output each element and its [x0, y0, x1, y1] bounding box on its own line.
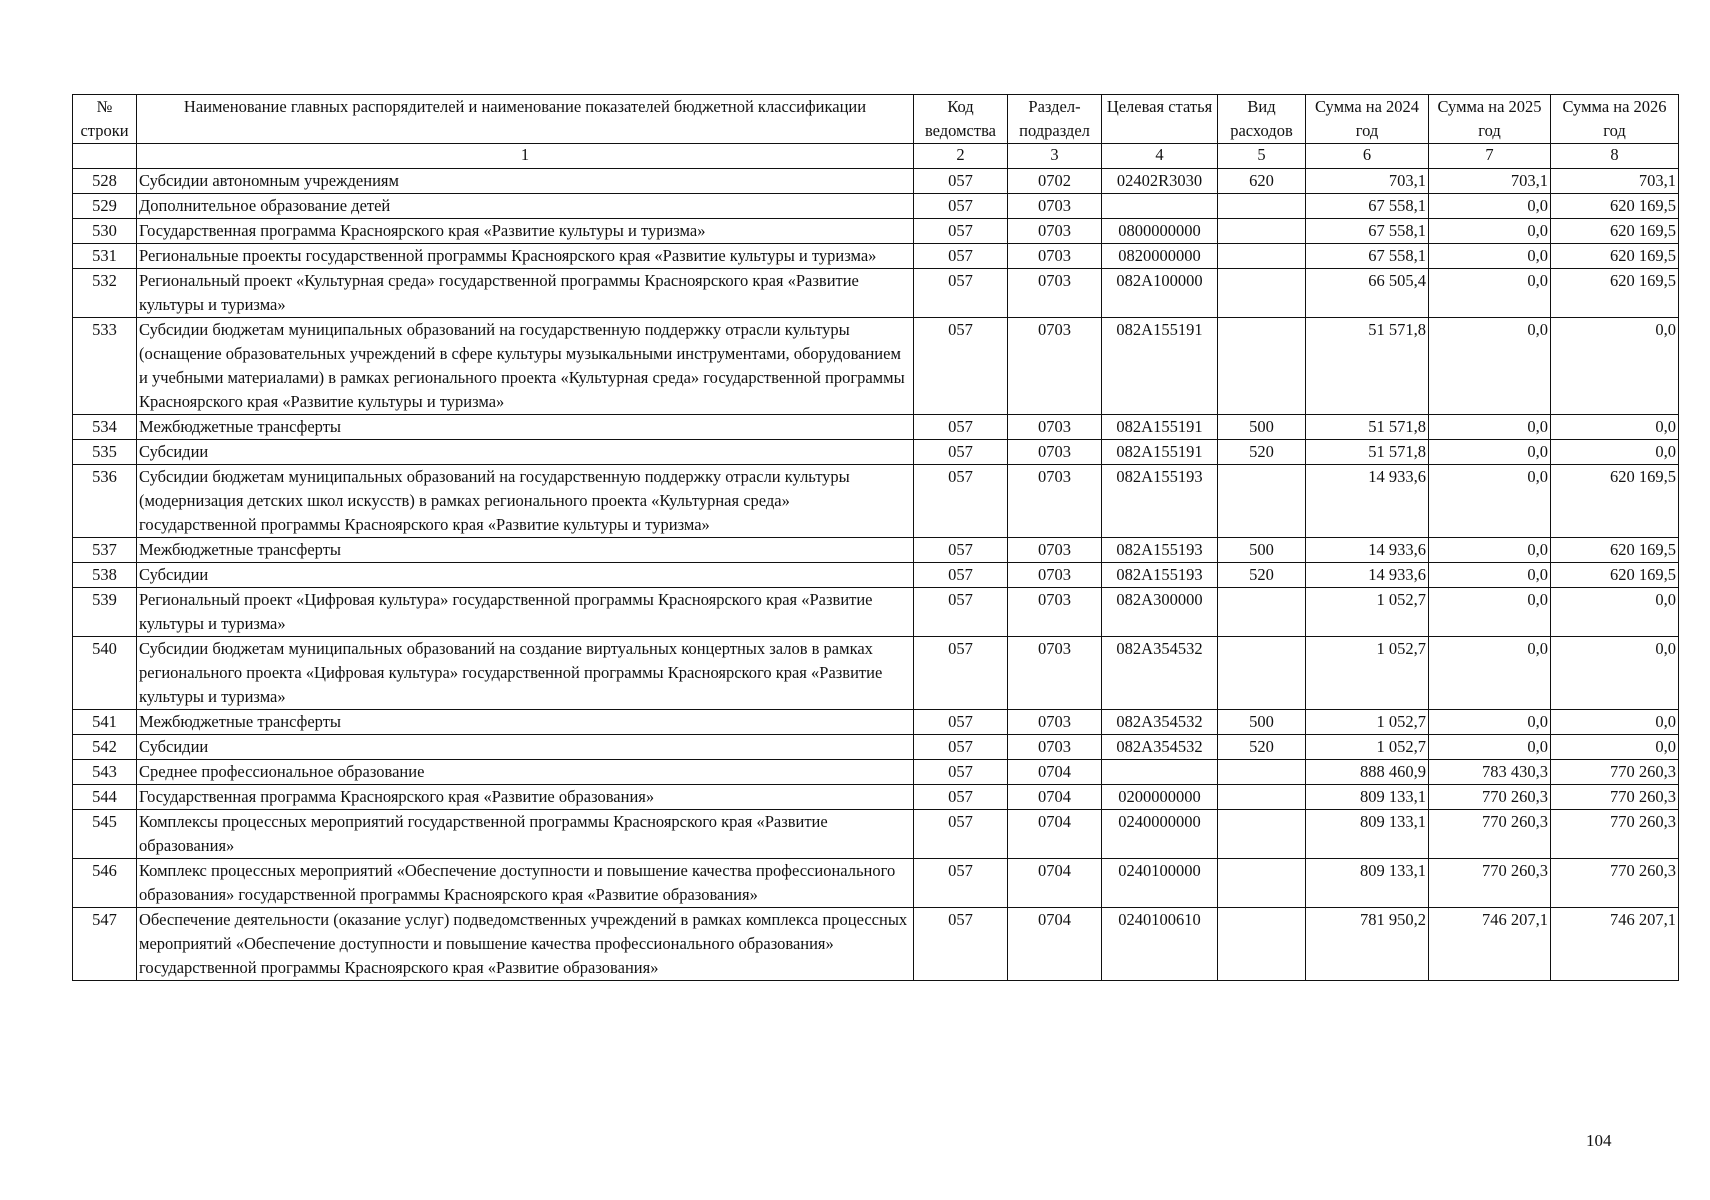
header-target: Целевая статья — [1102, 95, 1218, 144]
expense-type-cell — [1218, 588, 1306, 637]
row-name-cell: Межбюджетные трансферты — [137, 415, 914, 440]
target-article-cell: 02402R3030 — [1102, 169, 1218, 194]
expense-type-cell — [1218, 194, 1306, 219]
dept-code-cell: 057 — [914, 440, 1008, 465]
row-name-cell: Обеспечение деятельности (оказание услуг) подведомственных учреждений в рамках комплекса процессных мероприятий «Обеспечение доступности и повышение качества профессионального образования» государственной программы Красноярского края «Развитие образования» — [137, 908, 914, 981]
table-row — [73, 194, 1679, 219]
dept-code-cell: 057 — [914, 588, 1008, 637]
sum-2024-cell: 51 571,8 — [1306, 415, 1429, 440]
table-row — [73, 710, 1679, 735]
table-row — [73, 563, 1679, 588]
sum-2025-cell: 0,0 — [1429, 194, 1551, 219]
sum-2026-cell: 0,0 — [1551, 710, 1679, 735]
sum-2026-cell: 0,0 — [1551, 440, 1679, 465]
row-name-cell: Субсидии — [137, 563, 914, 588]
sum-2024-cell: 14 933,6 — [1306, 563, 1429, 588]
sum-2024-cell: 66 505,4 — [1306, 269, 1429, 318]
sum-2024-cell: 14 933,6 — [1306, 538, 1429, 563]
column-number: 4 — [1102, 144, 1218, 169]
sum-2026-cell: 620 169,5 — [1551, 269, 1679, 318]
sum-2026-cell: 620 169,5 — [1551, 244, 1679, 269]
table-row — [73, 810, 1679, 859]
column-number: 5 — [1218, 144, 1306, 169]
sum-2025-cell: 783 430,3 — [1429, 760, 1551, 785]
expense-type-cell: 520 — [1218, 735, 1306, 760]
row-number-cell: 533 — [73, 318, 137, 415]
section-cell: 0703 — [1008, 415, 1102, 440]
table-row — [73, 538, 1679, 563]
target-article-cell: 082A354532 — [1102, 735, 1218, 760]
section-cell: 0703 — [1008, 563, 1102, 588]
sum-2026-cell: 620 169,5 — [1551, 563, 1679, 588]
section-cell: 0703 — [1008, 219, 1102, 244]
row-number-cell: 541 — [73, 710, 137, 735]
sum-2024-cell: 888 460,9 — [1306, 760, 1429, 785]
row-name-cell: Государственная программа Красноярского края «Развитие культуры и туризма» — [137, 219, 914, 244]
target-article-cell: 0240000000 — [1102, 810, 1218, 859]
header-dept-code: Код ведомства — [914, 95, 1008, 144]
target-article-cell: 082A155191 — [1102, 440, 1218, 465]
dept-code-cell: 057 — [914, 244, 1008, 269]
target-article-cell: 082A354532 — [1102, 637, 1218, 710]
expense-type-cell: 620 — [1218, 169, 1306, 194]
table-row — [73, 415, 1679, 440]
row-number-cell: 528 — [73, 169, 137, 194]
sum-2025-cell: 770 260,3 — [1429, 810, 1551, 859]
row-number-cell: 545 — [73, 810, 137, 859]
budget-table — [72, 94, 1679, 981]
row-number-cell: 538 — [73, 563, 137, 588]
table-body — [73, 169, 1679, 981]
table-row — [73, 318, 1679, 415]
row-number-cell: 535 — [73, 440, 137, 465]
sum-2024-cell: 1 052,7 — [1306, 735, 1429, 760]
expense-type-cell — [1218, 465, 1306, 538]
dept-code-cell: 057 — [914, 169, 1008, 194]
row-name-cell: Дополнительное образование детей — [137, 194, 914, 219]
row-name-cell: Межбюджетные трансферты — [137, 538, 914, 563]
row-number-cell: 530 — [73, 219, 137, 244]
dept-code-cell: 057 — [914, 760, 1008, 785]
table-row — [73, 269, 1679, 318]
row-number-cell: 539 — [73, 588, 137, 637]
header-row — [73, 95, 1679, 144]
expense-type-cell — [1218, 269, 1306, 318]
sum-2026-cell: 620 169,5 — [1551, 194, 1679, 219]
row-name-cell: Межбюджетные трансферты — [137, 710, 914, 735]
dept-code-cell: 057 — [914, 269, 1008, 318]
target-article-cell: 082A354532 — [1102, 710, 1218, 735]
dept-code-cell: 057 — [914, 194, 1008, 219]
table-row — [73, 735, 1679, 760]
sum-2026-cell: 0,0 — [1551, 588, 1679, 637]
page-number: 104 — [1586, 1131, 1612, 1150]
section-cell: 0704 — [1008, 760, 1102, 785]
sum-2026-cell: 0,0 — [1551, 637, 1679, 710]
sum-2025-cell: 0,0 — [1429, 735, 1551, 760]
target-article-cell: 082A155193 — [1102, 465, 1218, 538]
sum-2025-cell: 0,0 — [1429, 465, 1551, 538]
expense-type-cell: 500 — [1218, 538, 1306, 563]
table-row — [73, 219, 1679, 244]
sum-2025-cell: 0,0 — [1429, 563, 1551, 588]
target-article-cell — [1102, 194, 1218, 219]
section-cell: 0702 — [1008, 169, 1102, 194]
dept-code-cell: 057 — [914, 563, 1008, 588]
section-cell: 0704 — [1008, 859, 1102, 908]
row-number-cell: 547 — [73, 908, 137, 981]
row-number-cell: 537 — [73, 538, 137, 563]
table-row — [73, 637, 1679, 710]
column-number-row — [73, 144, 1679, 169]
sum-2025-cell: 0,0 — [1429, 269, 1551, 318]
sum-2025-cell: 0,0 — [1429, 440, 1551, 465]
table-row — [73, 465, 1679, 538]
target-article-cell: 0240100000 — [1102, 859, 1218, 908]
row-name-cell: Субсидии бюджетам муниципальных образований на создание виртуальных концертных залов в рамках регионального проекта «Цифровая культура» государственной программы Красноярского края «Развитие культуры и туризма» — [137, 637, 914, 710]
sum-2024-cell: 51 571,8 — [1306, 318, 1429, 415]
target-article-cell: 0800000000 — [1102, 219, 1218, 244]
section-cell: 0703 — [1008, 710, 1102, 735]
expense-type-cell — [1218, 859, 1306, 908]
row-name-cell: Комплекс процессных мероприятий «Обеспечение доступности и повышение качества профессионального образования» государственной программы Красноярского края «Развитие образования» — [137, 859, 914, 908]
expense-type-cell — [1218, 244, 1306, 269]
column-number: 1 — [137, 144, 914, 169]
table-row — [73, 244, 1679, 269]
column-number — [73, 144, 137, 169]
sum-2026-cell: 770 260,3 — [1551, 785, 1679, 810]
sum-2024-cell: 809 133,1 — [1306, 785, 1429, 810]
sum-2025-cell: 0,0 — [1429, 538, 1551, 563]
row-number-cell: 532 — [73, 269, 137, 318]
row-name-cell: Субсидии — [137, 735, 914, 760]
expense-type-cell — [1218, 637, 1306, 710]
sum-2024-cell: 1 052,7 — [1306, 710, 1429, 735]
table-row — [73, 588, 1679, 637]
dept-code-cell: 057 — [914, 859, 1008, 908]
row-number-cell: 542 — [73, 735, 137, 760]
expense-type-cell — [1218, 760, 1306, 785]
header-sum-2024: Сумма на 2024 год — [1306, 95, 1429, 144]
row-name-cell: Региональные проекты государственной программы Красноярского края «Развитие культуры и туризма» — [137, 244, 914, 269]
header-section: Раздел-подраздел — [1008, 95, 1102, 144]
table-row — [73, 169, 1679, 194]
expense-type-cell: 520 — [1218, 440, 1306, 465]
dept-code-cell: 057 — [914, 465, 1008, 538]
column-number: 7 — [1429, 144, 1551, 169]
row-number-cell: 540 — [73, 637, 137, 710]
sum-2025-cell: 0,0 — [1429, 588, 1551, 637]
target-article-cell: 082A155191 — [1102, 415, 1218, 440]
column-number: 6 — [1306, 144, 1429, 169]
table-row — [73, 908, 1679, 981]
sum-2024-cell: 781 950,2 — [1306, 908, 1429, 981]
section-cell: 0703 — [1008, 269, 1102, 318]
sum-2024-cell: 809 133,1 — [1306, 810, 1429, 859]
column-number: 8 — [1551, 144, 1679, 169]
target-article-cell: 082A155193 — [1102, 563, 1218, 588]
row-name-cell: Субсидии автономным учреждениям — [137, 169, 914, 194]
table-row — [73, 760, 1679, 785]
section-cell: 0703 — [1008, 637, 1102, 710]
table-row — [73, 440, 1679, 465]
row-name-cell: Комплексы процессных мероприятий государственной программы Красноярского края «Развитие образования» — [137, 810, 914, 859]
sum-2024-cell: 1 052,7 — [1306, 588, 1429, 637]
section-cell: 0703 — [1008, 588, 1102, 637]
section-cell: 0703 — [1008, 194, 1102, 219]
target-article-cell: 082A300000 — [1102, 588, 1218, 637]
section-cell: 0703 — [1008, 244, 1102, 269]
table-row — [73, 859, 1679, 908]
section-cell: 0704 — [1008, 785, 1102, 810]
sum-2024-cell: 809 133,1 — [1306, 859, 1429, 908]
sum-2026-cell: 620 169,5 — [1551, 465, 1679, 538]
header-name: Наименование главных распорядителей и наименование показателей бюджетной классификации — [137, 95, 914, 144]
table-row — [73, 785, 1679, 810]
sum-2026-cell: 770 260,3 — [1551, 760, 1679, 785]
header-sum-2026: Сумма на 2026 год — [1551, 95, 1679, 144]
sum-2025-cell: 0,0 — [1429, 219, 1551, 244]
sum-2025-cell: 0,0 — [1429, 710, 1551, 735]
target-article-cell: 0200000000 — [1102, 785, 1218, 810]
section-cell: 0703 — [1008, 465, 1102, 538]
row-name-cell: Региональный проект «Культурная среда» государственной программы Красноярского края «Развитие культуры и туризма» — [137, 269, 914, 318]
row-name-cell: Среднее профессиональное образование — [137, 760, 914, 785]
dept-code-cell: 057 — [914, 219, 1008, 244]
dept-code-cell: 057 — [914, 908, 1008, 981]
row-number-cell: 543 — [73, 760, 137, 785]
dept-code-cell: 057 — [914, 415, 1008, 440]
expense-type-cell — [1218, 810, 1306, 859]
sum-2024-cell: 67 558,1 — [1306, 244, 1429, 269]
row-number-cell: 544 — [73, 785, 137, 810]
column-number: 3 — [1008, 144, 1102, 169]
sum-2026-cell: 770 260,3 — [1551, 810, 1679, 859]
expense-type-cell — [1218, 908, 1306, 981]
sum-2026-cell: 0,0 — [1551, 415, 1679, 440]
expense-type-cell — [1218, 219, 1306, 244]
sum-2026-cell: 0,0 — [1551, 318, 1679, 415]
dept-code-cell: 057 — [914, 538, 1008, 563]
header-row-no: № строки — [73, 95, 137, 144]
expense-type-cell — [1218, 318, 1306, 415]
sum-2024-cell: 14 933,6 — [1306, 465, 1429, 538]
expense-type-cell: 500 — [1218, 415, 1306, 440]
target-article-cell: 0820000000 — [1102, 244, 1218, 269]
sum-2026-cell: 620 169,5 — [1551, 219, 1679, 244]
target-article-cell: 082A155191 — [1102, 318, 1218, 415]
expense-type-cell — [1218, 785, 1306, 810]
row-number-cell: 531 — [73, 244, 137, 269]
row-number-cell: 536 — [73, 465, 137, 538]
dept-code-cell: 057 — [914, 318, 1008, 415]
row-name-cell: Субсидии бюджетам муниципальных образований на государственную поддержку отрасли культуры (оснащение образовательных учреждений в сфере культуры музыкальными инструментами, оборудованием и учебными материалами) в рамках регионального проекта «Культурная среда» государственной программы Красноярского края «Развитие культуры и туризма» — [137, 318, 914, 415]
section-cell: 0703 — [1008, 318, 1102, 415]
dept-code-cell: 057 — [914, 810, 1008, 859]
header-expense-type: Вид расходов — [1218, 95, 1306, 144]
sum-2024-cell: 51 571,8 — [1306, 440, 1429, 465]
sum-2026-cell: 620 169,5 — [1551, 538, 1679, 563]
expense-type-cell: 500 — [1218, 710, 1306, 735]
target-article-cell — [1102, 760, 1218, 785]
sum-2024-cell: 67 558,1 — [1306, 219, 1429, 244]
target-article-cell: 082A155193 — [1102, 538, 1218, 563]
row-name-cell: Субсидии — [137, 440, 914, 465]
section-cell: 0703 — [1008, 440, 1102, 465]
section-cell: 0703 — [1008, 538, 1102, 563]
section-cell: 0704 — [1008, 908, 1102, 981]
dept-code-cell: 057 — [914, 735, 1008, 760]
sum-2026-cell: 703,1 — [1551, 169, 1679, 194]
sum-2024-cell: 1 052,7 — [1306, 637, 1429, 710]
sum-2025-cell: 746 207,1 — [1429, 908, 1551, 981]
sum-2025-cell: 0,0 — [1429, 318, 1551, 415]
sum-2025-cell: 770 260,3 — [1429, 859, 1551, 908]
column-number: 2 — [914, 144, 1008, 169]
sum-2026-cell: 770 260,3 — [1551, 859, 1679, 908]
sum-2024-cell: 703,1 — [1306, 169, 1429, 194]
dept-code-cell: 057 — [914, 785, 1008, 810]
sum-2025-cell: 0,0 — [1429, 637, 1551, 710]
row-number-cell: 534 — [73, 415, 137, 440]
target-article-cell: 082A100000 — [1102, 269, 1218, 318]
expense-type-cell: 520 — [1218, 563, 1306, 588]
sum-2026-cell: 0,0 — [1551, 735, 1679, 760]
sum-2024-cell: 67 558,1 — [1306, 194, 1429, 219]
dept-code-cell: 057 — [914, 637, 1008, 710]
dept-code-cell: 057 — [914, 710, 1008, 735]
target-article-cell: 0240100610 — [1102, 908, 1218, 981]
row-name-cell: Региональный проект «Цифровая культура» государственной программы Красноярского края «Развитие культуры и туризма» — [137, 588, 914, 637]
sum-2025-cell: 0,0 — [1429, 415, 1551, 440]
header-sum-2025: Сумма на 2025 год — [1429, 95, 1551, 144]
row-name-cell: Государственная программа Красноярского края «Развитие образования» — [137, 785, 914, 810]
row-number-cell: 546 — [73, 859, 137, 908]
budget-table-container — [72, 94, 1679, 981]
sum-2025-cell: 0,0 — [1429, 244, 1551, 269]
sum-2025-cell: 770 260,3 — [1429, 785, 1551, 810]
section-cell: 0704 — [1008, 810, 1102, 859]
sum-2026-cell: 746 207,1 — [1551, 908, 1679, 981]
sum-2025-cell: 703,1 — [1429, 169, 1551, 194]
row-name-cell: Субсидии бюджетам муниципальных образований на государственную поддержку отрасли культуры (модернизация детских школ искусств) в рамках регионального проекта «Культурная среда» государственной программы Красноярского края «Развитие культуры и туризма» — [137, 465, 914, 538]
section-cell: 0703 — [1008, 735, 1102, 760]
row-number-cell: 529 — [73, 194, 137, 219]
